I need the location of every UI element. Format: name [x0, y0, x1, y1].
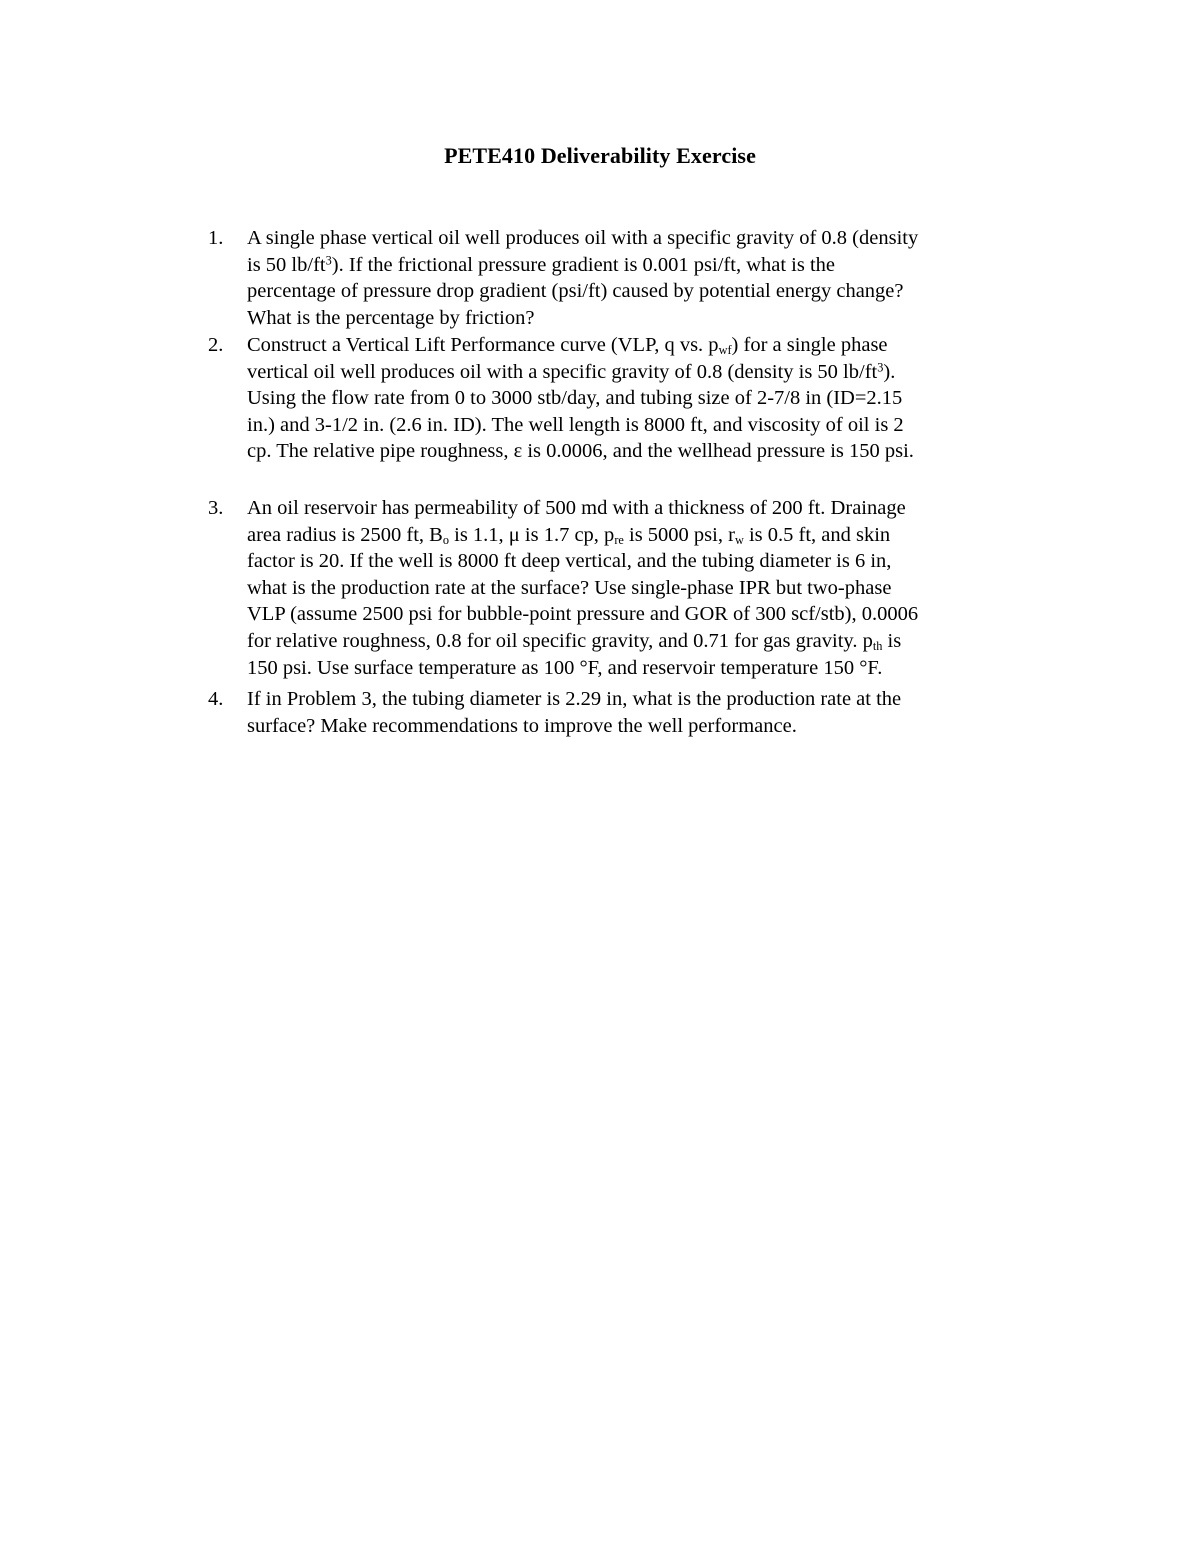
text-line: for relative roughness, 0.8 for oil specific gravity, and 0.71 for gas gravity. $p_{th}$ is [247, 629, 902, 654]
text-line: Construct a Vertical Lift Performance curve (VLP, q vs. $p_{wf}$) for a single phase [247, 334, 888, 358]
subscript: th [872, 639, 883, 654]
text-line: cp. The relative pipe roughness, ε is 0.0006, and the wellhead pressure is 150 psi. [247, 440, 914, 463]
text-line: in.) and 3-1/2 in. (2.6 in. ID). The well length is 8000 ft, and viscosity of oil is 2 [247, 413, 904, 436]
subscript: wf [718, 343, 732, 358]
text-line: VLP (assume 2500 psi for bubble-point pressure and GOR of 300 scf/stb), 0.0006 [247, 603, 919, 626]
problem-text [247, 686, 1028, 739]
problem-number: 2. [208, 334, 224, 356]
problem-number: 1. [208, 227, 224, 249]
superscript: 3 [877, 359, 884, 374]
text-line: percentage of pressure drop gradient (psi/ft) caused by potential energy change? [247, 280, 904, 303]
subscript: o [442, 532, 449, 547]
text-line: surface? Make recommendations to improve the well performance. [247, 714, 797, 737]
problem-3 [208, 495, 1028, 681]
text-line: If in Problem 3, the tubing diameter is 2.29 in, what is the production rate at the [247, 688, 902, 710]
problem-number: 4. [208, 688, 224, 710]
text-line: 150 psi. Use surface temperature as 100 °F, and reservoir temperature 150 °F. [247, 656, 883, 679]
text-line: what is the production rate at the surface? Use single-phase IPR but two-phase [247, 576, 892, 599]
problem-text [247, 225, 1028, 331]
page-title: PETE410 Deliverability Exercise [444, 143, 756, 168]
text-line: What is the percentage by friction? [247, 306, 535, 329]
problem-text [247, 495, 1028, 681]
problem-4 [208, 686, 1028, 739]
subscript: re [614, 532, 624, 547]
subscript: w [734, 532, 744, 547]
problem-1 [208, 225, 1028, 331]
superscript: 3 [325, 252, 332, 267]
problem-text [247, 332, 1028, 465]
text-line: An oil reservoir has permeability of 500 md with a thickness of 200 ft. Drainage [247, 497, 906, 519]
text-line: Using the flow rate from 0 to 3000 stb/day, and tubing size of 2-7/8 in (ID=2.15 [247, 387, 903, 410]
text-line: vertical oil well produces oil with a specific gravity of 0.8 (density is 50 $lb/ft^3$). [247, 359, 896, 383]
problem-number: 3. [208, 497, 224, 519]
problem-2 [208, 332, 1028, 465]
text-line: factor is 20. If the well is 8000 ft deep vertical, and the tubing diameter is 6 in, [247, 550, 892, 573]
text-line: A single phase vertical oil well produces oil with a specific gravity of 0.8 (density [247, 227, 919, 249]
text-line: is 50 $lb/ft^3$). If the frictional pressure gradient is 0.001 psi/ft, what is the [247, 252, 836, 276]
text-line: area radius is 2500 ft, $B_o$ is 1.1, μ is 1.7 cp, $p_{re}$ is 5000 psi, $r_w$ is 0.5 ft, and skin [247, 523, 891, 547]
